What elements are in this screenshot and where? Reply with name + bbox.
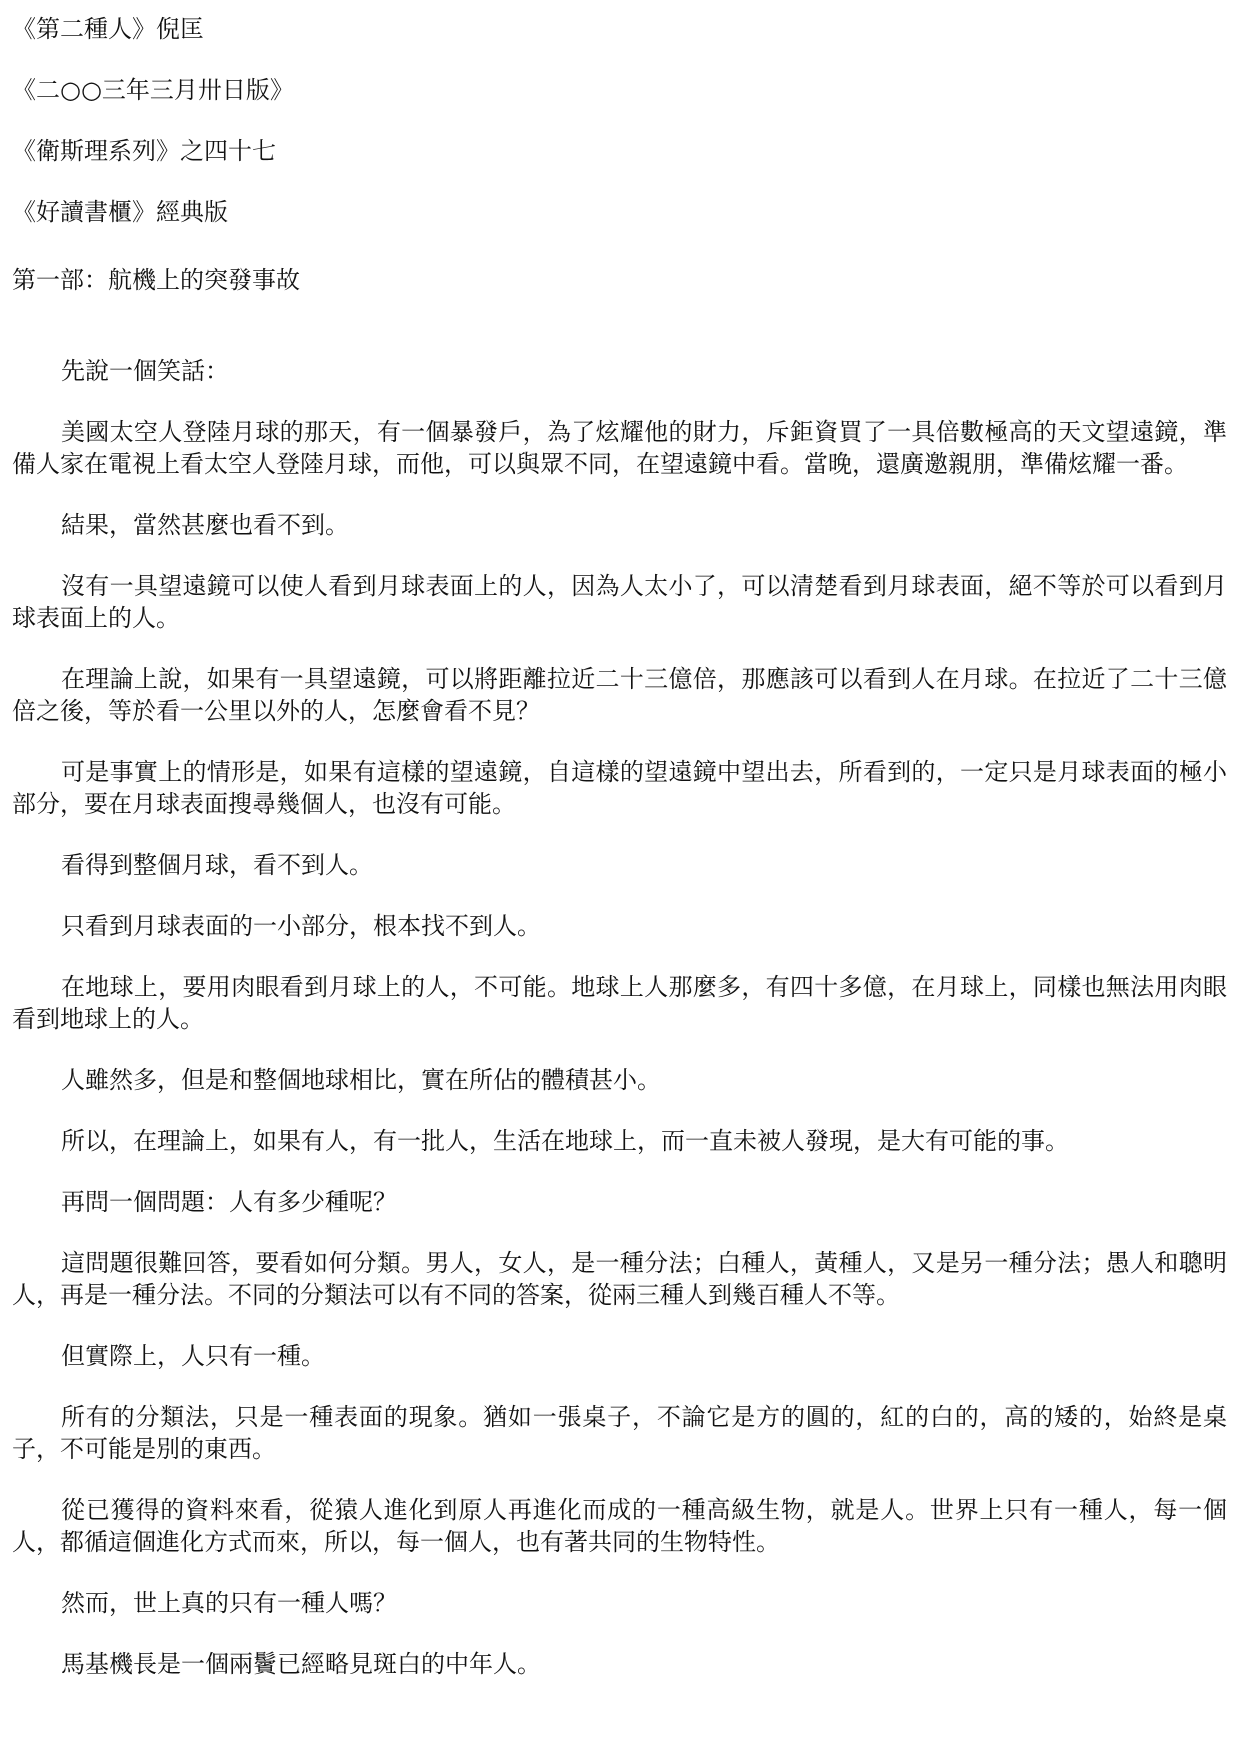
paragraph: 結果，當然甚麼也看不到。 xyxy=(61,511,349,539)
book-title-line: 《第二種人》倪匡 xyxy=(12,15,204,43)
paragraph: 然而，世上真的只有一種人嗎？ xyxy=(61,1589,397,1617)
paragraph: 在地球上，要用肉眼看到月球上的人，不可能。地球上人那麼多，有四十多億，在月球上，同樣也無法用肉眼看到地球上的人。 xyxy=(12,973,1227,1033)
edition-date-line: 《二○○三年三月卅日版》 xyxy=(12,76,294,104)
paragraph: 美國太空人登陸月球的那天，有一個暴發戶，為了炫耀他的財力，斥鉅資買了一具倍數極高的天文望遠鏡，準備人家在電視上看太空人登陸月球，而他，可以與眾不同，在望遠鏡中看。當晚，還廣邀親朋，準備炫耀一番。 xyxy=(12,418,1227,478)
paragraph: 所以，在理論上，如果有人，有一批人，生活在地球上，而一直未被人發現，是大有可能的事。 xyxy=(61,1127,1069,1155)
chapter-title: 第一部：航機上的突發事故 xyxy=(12,266,300,294)
paragraph: 沒有一具望遠鏡可以使人看到月球表面上的人，因為人太小了，可以清楚看到月球表面，絕不等於可以看到月球表面上的人。 xyxy=(12,572,1227,632)
paragraph: 但實際上，人只有一種。 xyxy=(61,1342,325,1370)
paragraph: 只看到月球表面的一小部分，根本找不到人。 xyxy=(61,912,541,940)
paragraph: 這問題很難回答，要看如何分類。男人，女人，是一種分法；白種人，黃種人，又是另一種分法；愚人和聰明人，再是一種分法。不同的分類法可以有不同的答案，從兩三種人到幾百種人不等。 xyxy=(12,1249,1227,1309)
paragraph: 在理論上說，如果有一具望遠鏡，可以將距離拉近二十三億倍，那應該可以看到人在月球。在拉近了二十三億倍之後，等於看一公里以外的人，怎麼會看不見？ xyxy=(12,665,1227,725)
body-text xyxy=(12,355,1227,1680)
book-header xyxy=(12,14,1227,227)
document-page xyxy=(12,14,1227,1680)
paragraph: 所有的分類法，只是一種表面的現象。猶如一張桌子，不論它是方的圓的，紅的白的，高的矮的，始終是桌子，不可能是別的東西。 xyxy=(12,1403,1227,1463)
series-line: 《衛斯理系列》之四十七 xyxy=(12,137,276,165)
publisher-line: 《好讀書櫃》經典版 xyxy=(12,198,228,226)
paragraph: 馬基機長是一個兩鬢已經略見斑白的中年人。 xyxy=(61,1650,541,1678)
paragraph: 再問一個問題：人有多少種呢？ xyxy=(61,1188,397,1216)
paragraph: 人雖然多，但是和整個地球相比，實在所佔的體積甚小。 xyxy=(61,1066,661,1094)
paragraph: 可是事實上的情形是，如果有這樣的望遠鏡，自這樣的望遠鏡中望出去，所看到的，一定只是月球表面的極小部分，要在月球表面搜尋幾個人，也沒有可能。 xyxy=(12,758,1227,818)
paragraph: 從已獲得的資料來看，從猿人進化到原人再進化而成的一種高級生物，就是人。世界上只有一種人，每一個人，都循這個進化方式而來，所以，每一個人，也有著共同的生物特性。 xyxy=(12,1496,1227,1556)
paragraph: 先說一個笑話： xyxy=(61,357,229,385)
paragraph: 看得到整個月球，看不到人。 xyxy=(61,851,373,879)
